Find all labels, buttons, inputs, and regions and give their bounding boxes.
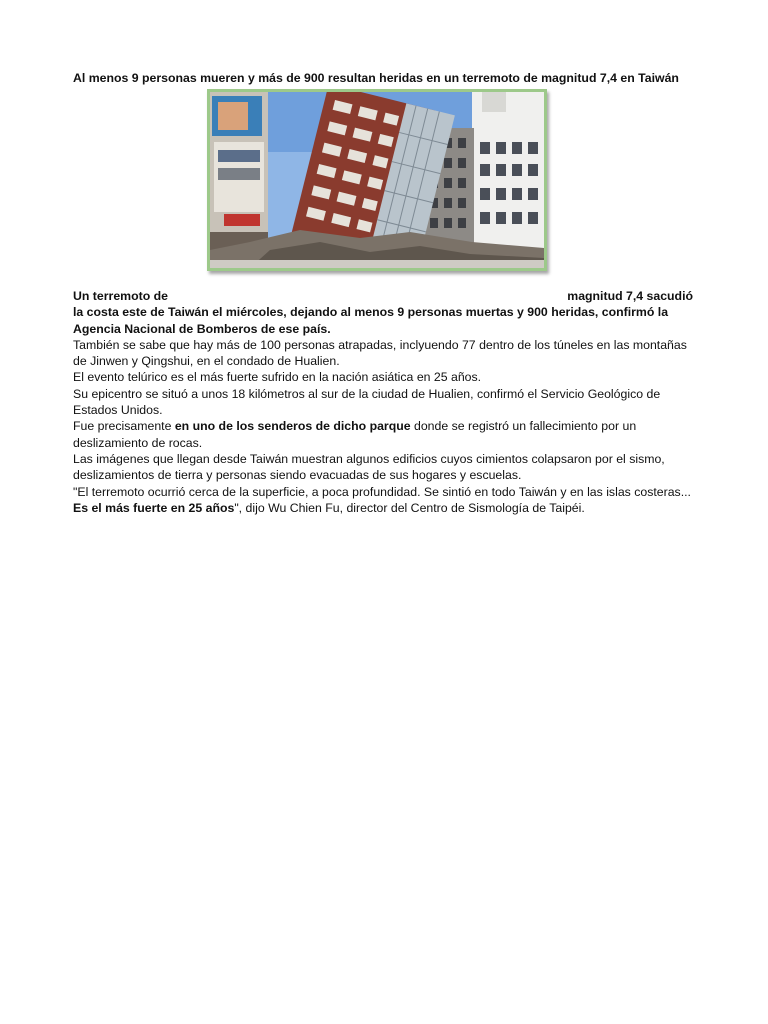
lead-part2: magnitud 7,4 sacudió	[567, 289, 693, 303]
p4-text-bold: en uno de los senderos de dicho parque	[174, 419, 411, 434]
article-body	[73, 288, 693, 516]
tilted-building-photo	[210, 92, 544, 268]
paragraph-2: El evento telúrico es el más fuerte sufrido en la nación asiática en 25 años.	[73, 370, 482, 385]
lead-paragraph	[73, 288, 693, 337]
paragraph-3: Su epicentro se situó a unos 18 kilómetros al sur de la ciudad de Hualien, confirmó el Servicio Geológico de Estados Unidos.	[73, 386, 661, 418]
lead-part3: la costa este de Taiwán el miércoles, dejando al menos 9 personas muertas y 900 heridas, confirmó la Agencia Nacional de Bomberos de ese país.	[73, 305, 669, 336]
paragraph-1: También se sabe que hay más de 100 personas atrapadas, inclyuendo 77 dentro de los túneles en las montañas de Jinwen y Qingshui, en el condado de Hualien.	[73, 337, 687, 369]
paragraph-5: Las imágenes que llegan desde Taiwán muestran algunos edificios cuyos cimientos colapsaron por el sismo, deslizamientos de tierra y personas siendo evacuadas de sus hogares y escuelas.	[73, 451, 665, 483]
p4-text-c: donde se registró un fallecimiento por un deslizamiento de rocas.	[73, 419, 637, 450]
paragraph-4	[73, 418, 693, 451]
lead-part1: Un terremoto de	[73, 289, 168, 303]
paragraph-6	[73, 484, 693, 517]
headline: Al menos 9 personas mueren y más de 900 resultan heridas en un terremoto de magnitud 7,4 en Taiwán	[73, 71, 679, 85]
p6-text-c: ", dijo Wu Chien Fu, director del Centro de Sismología de Taipéi.	[234, 500, 585, 515]
p6-text-bold: Es el más fuerte en 25 años	[73, 500, 235, 515]
p6-text-a: "El terremoto ocurrió cerca de la superficie, a poca profundidad. Se sintió en todo Taiwán y en las islas costeras...	[73, 484, 691, 499]
p4-text-a: Fue precisamente	[73, 419, 175, 434]
article-photo	[207, 89, 547, 271]
lead-first-line	[73, 288, 693, 304]
